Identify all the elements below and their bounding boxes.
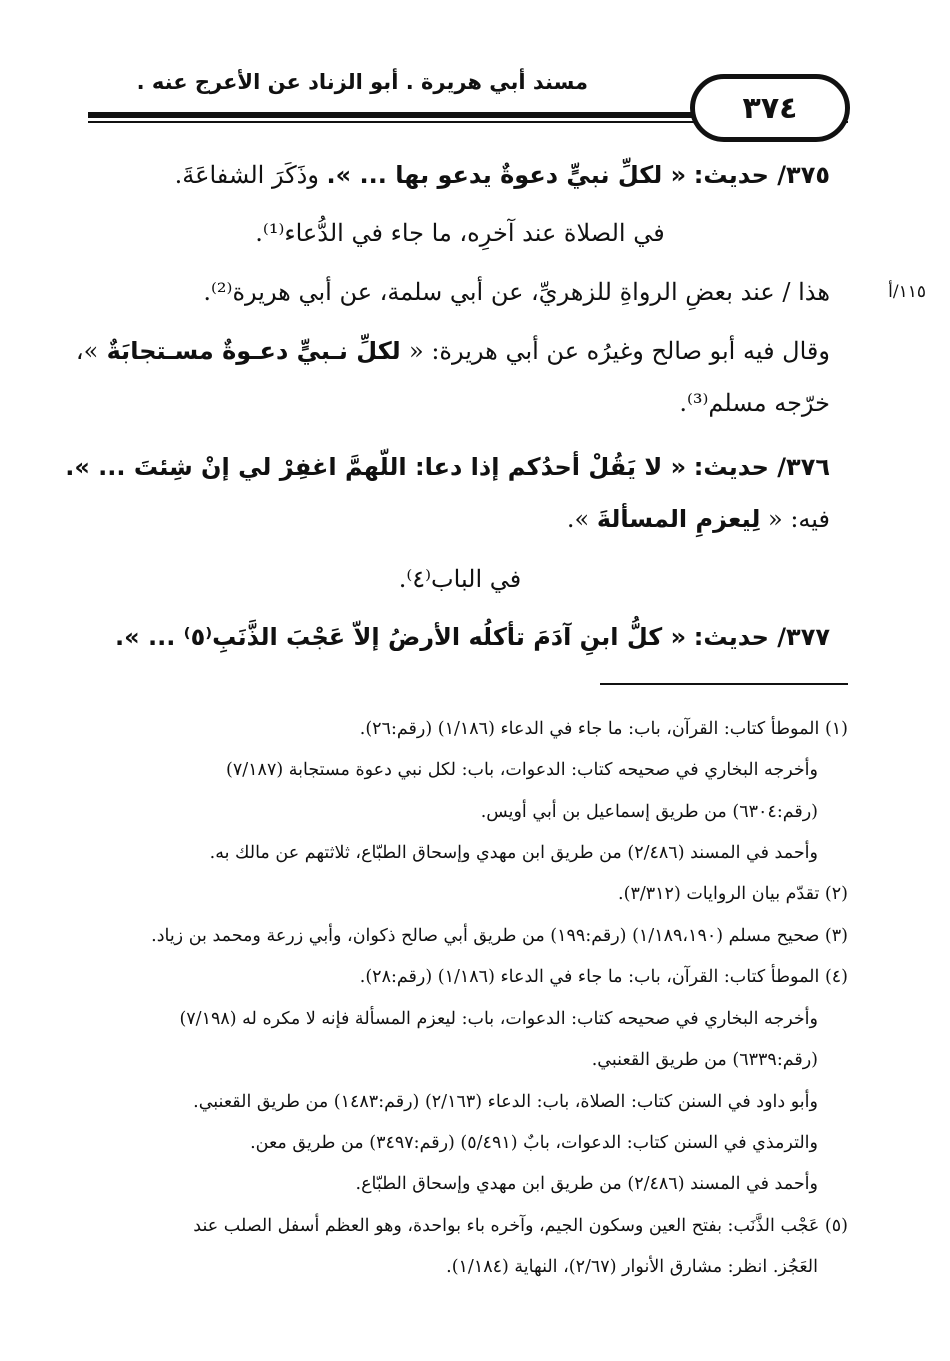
footnote-line: (١) الموطأ كتاب: القرآن، باب: ما جاء في الدعاء (١/١٨٦) (رقم:٢٦). bbox=[359, 719, 848, 739]
footnote-line: وأخرجه البخاري في صحيحه كتاب: الدعوات، باب: لكل نبي دعوة مستجابة (٧/١٨٧) bbox=[226, 760, 818, 780]
footnote-line: والترمذي في السنن كتاب: الدعوات، بابٌ (٥/٤٩١) (رقم:٣٤٩٧) من طريق معن. bbox=[250, 1133, 818, 1153]
body-line-4-quote: لكلِّ نـبيٍّ دعـوةٌ مسـتجابَةٌ bbox=[98, 337, 410, 365]
body-line-7 bbox=[90, 502, 830, 536]
hadith-377-label: ٣٧٧/ حديث: bbox=[693, 623, 830, 651]
footnote-line: (٤) الموطأ كتاب: القرآن، باب: ما جاء في الدعاء (١/١٨٦) (رقم:٢٨). bbox=[359, 967, 848, 987]
body-line-7-quote: لِيعزمِ المسألةَ bbox=[596, 505, 761, 533]
hadith-375-quote: « لكلِّ نبيٍّ دعوةٌ يدعو بها ... ». bbox=[326, 161, 687, 189]
body-line-5: خرّجه مسلم⁽³⁾. bbox=[679, 389, 830, 417]
margin-folio-note: ١١٥/أ bbox=[888, 282, 926, 302]
footnote-line: وأبو داود في السنن كتاب: الصلاة، باب: الدعاء (٢/١٦٣) (رقم:١٤٨٣) من طريق القعنبي. bbox=[193, 1092, 818, 1112]
footnote-line: وأخرجه البخاري في صحيحه كتاب: الدعوات، باب: ليعزم المسألة فإنه لا مكره له (٧/١٩٨) bbox=[179, 1009, 818, 1029]
hadith-375-line bbox=[90, 158, 830, 192]
hadith-376-quote: « لا يَقُلْ أحدُكم إذا دعا: اللّهمَّ اغفِرْ لي إنْ شِئتَ ... ». bbox=[65, 453, 687, 481]
body-line-4-post: »، bbox=[75, 337, 99, 365]
body-line-2: في الصلاة عند آخرِه، ما جاء في الدُّعاء⁽¹⁾. bbox=[255, 219, 665, 247]
hadith-377-quote: « كلُّ ابنِ آدَمَ تأكلُه الأرضُ إلاّ عَجْبَ الذَّنَبِ⁽٥⁾ ... ». bbox=[114, 623, 687, 651]
hadith-375-label: ٣٧٥/ حديث: bbox=[693, 161, 830, 189]
footnote-separator bbox=[600, 683, 848, 685]
footnote-line: العَجُز. انظر: مشارق الأنوار (٢/٦٧)، النهاية (١/١٨٤). bbox=[446, 1257, 818, 1277]
footnote-line: (رقم:٦٣٣٩) من طريق القعنبي. bbox=[591, 1050, 818, 1070]
hadith-376-label: ٣٧٦/ حديث: bbox=[693, 453, 830, 481]
footnote-line: وأحمد في المسند (٢/٤٨٦) من طريق ابن مهدي وإسحاق الطبّاع، ثلاثتهم عن مالك به. bbox=[209, 843, 818, 863]
footnote-line: (٢) تقدّم بيان الروايات (٣/٣١٢). bbox=[618, 884, 848, 904]
footnote-line: (رقم:٦٣٠٤) من طريق إسماعيل بن أبي أويس. bbox=[480, 802, 818, 822]
page-number-badge bbox=[690, 74, 850, 142]
footnote-line: وأحمد في المسند (٢/٤٨٦) من طريق ابن مهدي وإسحاق الطبّاع. bbox=[355, 1174, 818, 1194]
body-line-7-pre: فيه: « bbox=[760, 505, 830, 533]
body-line-7-post: ». bbox=[566, 505, 597, 533]
body-line-4-pre: وقال فيه أبو صالح وغيرُه عن أبي هريرة: « bbox=[409, 337, 830, 365]
footnote-line: (٥) عَجْب الذَّنَب: بفتح العين وسكون الجيم، وآخره باء بواحدة، وهو العظم أسفل الصلب عند bbox=[193, 1216, 848, 1236]
body-line-4 bbox=[75, 334, 830, 368]
running-header: مسند أبي هريرة . أبو الزناد عن الأعرج عنه . bbox=[136, 70, 588, 94]
footnote-line: (٣) صحيح مسلم (١/١٨٩،١٩٠) (رقم:١٩٩) من طريق أبي صالح ذكوان، وأبي زرعة ومحمد بن زياد. bbox=[151, 926, 848, 946]
hadith-375-rest: وذَكَرَ الشفاعَةَ. bbox=[174, 161, 319, 189]
hadith-377-line bbox=[90, 620, 830, 654]
body-line-8: في الباب⁽٤⁾. bbox=[398, 565, 522, 593]
hadith-376-line bbox=[65, 450, 830, 484]
body-line-3: هذا / عند بعضِ الرواةِ للزهريِّ، عن أبي سلمة، عن أبي هريرة⁽²⁾. bbox=[203, 278, 830, 306]
page-number: ٣٧٤ bbox=[742, 90, 798, 126]
